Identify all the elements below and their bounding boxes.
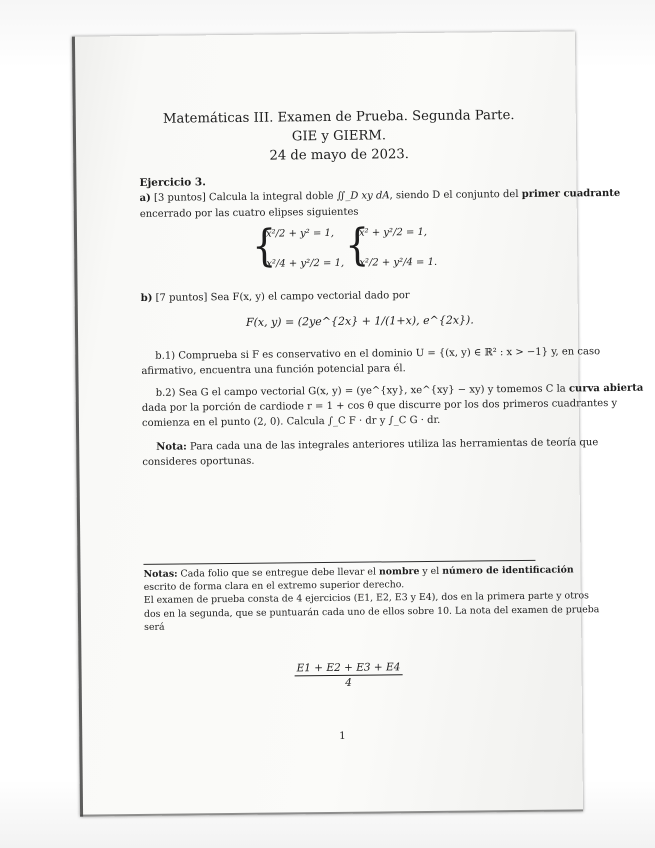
grade-numerator: E1 + E2 + E3 + E4 bbox=[294, 661, 402, 676]
title-line-2: GIE y GIERM. bbox=[291, 128, 387, 145]
notes-line-5: será bbox=[144, 621, 165, 633]
exam-title bbox=[139, 106, 540, 167]
ellipse-eq-1: x²/2 + y² = 1, bbox=[265, 227, 335, 240]
notes-line-4: dos en la segunda, que se puntuarán cada uno de ellos sobre 10. La nota del examen de prueba bbox=[143, 603, 600, 620]
notes-line-1a: Cada folio que se entregue debe llevar el bbox=[180, 566, 377, 580]
ellipse-eq-3: x² + y²/2 = 1, bbox=[358, 226, 428, 239]
b1-text-1: Comprueba si F es conservativo en el dominio U = {(x, y) ∈ ℝ² : x > −1} y, en caso bbox=[178, 346, 601, 362]
b2-label: b.2) bbox=[155, 387, 176, 399]
notes-line-1b: y el bbox=[422, 565, 440, 578]
part-a-points: [3 puntos] bbox=[153, 192, 206, 204]
exam-sheet bbox=[72, 31, 644, 816]
field-formula: F(x, y) = (2ye^{2x} + 1/(1+x), e^{2x}). bbox=[245, 313, 474, 329]
b1-line-2: afirmativo, encuentra una función potencial para él. bbox=[141, 363, 406, 377]
part-b-label: b) bbox=[140, 292, 153, 304]
part-a-line-2: encerrado por las cuatro elipses siguientes bbox=[139, 206, 359, 220]
b2-line-2: dada por la porción de cardiode r = 1 + cos θ que discurre por los dos primeros cuadrantes y bbox=[141, 397, 618, 414]
nota-line-1 bbox=[156, 436, 598, 455]
part-a-label: a) bbox=[139, 192, 151, 204]
part-a-text-after: , siendo D el conjunto del bbox=[389, 188, 519, 202]
notes-line-2: escrito de forma clara en el extremo superior derecho. bbox=[143, 579, 405, 594]
ellipse-system-left bbox=[252, 222, 343, 283]
part-a-line-1 bbox=[140, 187, 621, 207]
b2-text-1: Sea G el campo vectorial G(x, y) = (ye^{xy}, xe^{xy} − xy) y tomemos C la bbox=[178, 383, 566, 399]
title-line-1: Matemáticas III. Examen de Prueba. Segunda Parte. bbox=[162, 108, 515, 127]
b2-bold-phrase: curva abierta bbox=[568, 382, 644, 395]
page-number: 1 bbox=[339, 730, 346, 742]
nota-line-2: consideres oportunas. bbox=[142, 455, 255, 468]
notes-label: Notas: bbox=[143, 568, 178, 580]
grade-formula bbox=[294, 661, 402, 689]
ellipse-eq-4: x²/2 + y²/4 = 1. bbox=[359, 256, 438, 269]
title-line-3: 24 de mayo de 2023. bbox=[269, 147, 410, 164]
b1-label: b.1) bbox=[155, 350, 176, 362]
footer-notes bbox=[143, 564, 600, 634]
notes-bold-nombre: nombre bbox=[378, 566, 420, 578]
part-b-intro: Sea F(x, y) el campo vectorial dado por bbox=[210, 290, 410, 304]
b2-line-3: comienza en el punto (2, 0). Calcula ∫_C F · dr y ∫_C G · dr. bbox=[141, 414, 441, 429]
nota-text-1: Para cada una de las integrales anteriores utiliza las herramientas de teoría que bbox=[189, 437, 599, 453]
part-a-bold-phrase: primer cuadrante bbox=[521, 187, 621, 200]
left-brace: { bbox=[251, 220, 277, 272]
part-b-points: [7 puntos] bbox=[155, 292, 208, 304]
grade-denominator: 4 bbox=[345, 676, 353, 689]
notes-line-3: El examen de prueba consta de 4 ejercicios (E1, E2, E3 y E4), dos en la primera parte y otros bbox=[143, 590, 589, 607]
part-b-line-1 bbox=[141, 289, 410, 307]
ellipse-eq-2: x²/4 + y²/2 = 1, bbox=[266, 257, 345, 270]
part-a-text-before: Calcula la integral doble bbox=[208, 190, 334, 204]
notes-bold-id: número de identificación bbox=[442, 564, 574, 577]
nota-label: Nota: bbox=[156, 441, 187, 453]
ellipse-system-right bbox=[345, 221, 446, 282]
exercise-heading: Ejercicio 3. bbox=[139, 176, 206, 189]
part-a-integral: ∬_D xy dA bbox=[336, 190, 390, 202]
right-brace: { bbox=[344, 219, 370, 271]
